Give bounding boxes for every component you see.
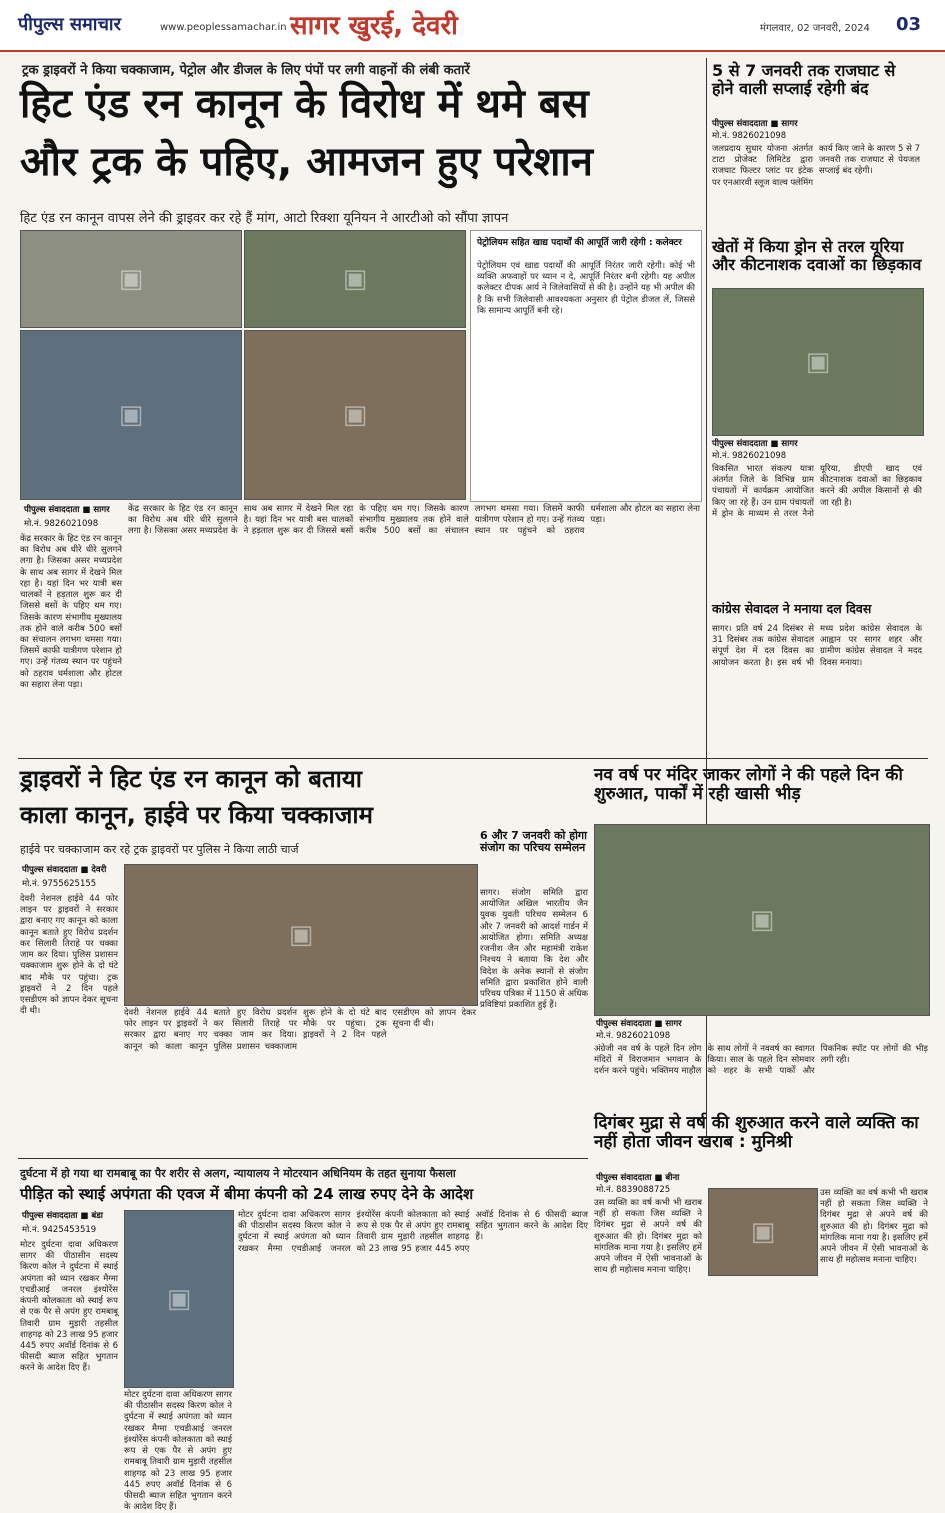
digambar-byline: पीपुल्स संवाददाता ■ बीना <box>596 1173 680 1183</box>
camera-icon: ▣ <box>342 264 368 294</box>
rajghat-byline: पीपुल्स संवाददाता ■ सागर <box>712 119 798 129</box>
drivers-headline-line-2: काला कानून, हाईवे पर किया चक्काजाम <box>20 801 373 829</box>
rajghat-mobile: मो.नं. 9826021098 <box>712 131 787 141</box>
drivers-photo <box>124 864 478 1006</box>
camera-icon: ▣ <box>750 1217 776 1247</box>
insurance-body-photo-caption: मोटर दुर्घटना दावा अधिकरण सागर की पीठासीन सदस्य किरण कोल ने दुर्घटना में स्थाई अपंगता को ध्यान रखकर मैग्मा एचडीआई जनरल इंश्योरेंस कंपनी कोलकाता को स्थाई रूप से एक पैर से अपंग हुए रामबाबू तिवारी ग्राम मुड़ारी तहसील शाहगढ़ को 23 लाख 95 हजार 445 रुपए अवॉर्ड दिनांक से 6 फीसदी ब्याज सहित भुगतान करने के आदेश दिए हैं। <box>124 1390 232 1513</box>
camera-icon: ▣ <box>288 920 314 950</box>
newyear-headline: नव वर्ष पर मंदिर जाकर लोगों ने की पहले दिन की शुरुआत, पार्कों में रही खासी भीड़ <box>594 765 903 805</box>
newyear-byline: पीपुल्स संवाददाता ■ सागर <box>596 1019 682 1029</box>
camera-icon: ▣ <box>749 905 775 935</box>
lead-headline-line-1: हिट एंड रन कानून के विरोध में थमे बस <box>20 81 589 127</box>
camera-icon: ▣ <box>118 400 144 430</box>
insurance-body-continued: मोटर दुर्घटना दावा अधिकरण सागर की पीठासीन सदस्य किरण कोल ने दुर्घटना में स्थाई अपंगता को ध्यान रखकर मैग्मा एचडीआई जनरल इंश्योरेंस कंपनी कोलकाता को स्थाई रूप से एक पैर से अपंग हुए रामबाबू तिवारी ग्राम मुड़ारी तहसील शाहगढ़ को 23 लाख 95 हजार 445 रुपए अवॉर्ड दिनांक से 6 फीसदी ब्याज सहित भुगतान करने के आदेश दिए हैं। <box>238 1210 588 1254</box>
lead-subhead: हिट एंड रन कानून वापस लेने की ड्राइवर कर रहे हैं मांग, आटो रिक्शा यूनियन ने आरटीओ को सौंपा ज्ञापन <box>20 211 509 226</box>
section-divider <box>18 1158 588 1159</box>
camera-icon: ▣ <box>342 400 368 430</box>
drone-headline: खेतों में किया ड्रोन से तरल यूरिया और कीटनाशक दवाओं का छिड़काव <box>712 237 922 274</box>
sangam-body: सागर। संजोग समिति द्वारा आयोजित अखिल भारतीय जैन युवक युवती परिचय सम्मेलन 6 और 7 जनवरी को आदर्श गार्डन में आयोजित होगा। समिति अध्यक्ष रजनीश जैन और महामंत्री राकेश निश्चय ने बताया कि देश और विदेश के अनेक स्थानों से संजोग समिति द्वारा प्रकाशित होने वाली परिचय पत्रिका में 1150 से अधिक प्रविष्टियां प्रकाशित हुई हैं। <box>480 888 588 1011</box>
edition-title: सागर खुरई, देवरी <box>290 11 458 41</box>
lead-photo-waiting-passengers <box>244 330 466 500</box>
lead-byline: पीपुल्स संवाददाता ■ सागर <box>24 505 110 515</box>
rajghat-headline: 5 से 7 जनवरी तक राजघाट से होने वाली सप्लाई रहेगी बंद <box>712 61 896 98</box>
lead-photo-petrol-queue <box>244 230 466 328</box>
website-url[interactable]: www.peoplessamachar.in <box>160 22 287 33</box>
drivers-body-continued: देवरी नेशनल हाईवे 44 फोर लाइन पर ड्राइवरों ने सरकार द्वारा बनाए गए कानून को काला कानून बताते हुए विरोध प्रदर्शन कर सिलारी तिराहे पर चक्का जाम कर दिया। पुलिस प्रशासन चक्काजाम शुरू होने के दो घंटे बाद मौके पर पहुंचा। ट्रक ड्राइवरों ने 2 दिन पहले एसडीएम को ज्ञापन देकर सूचना दी थी। <box>124 1008 476 1052</box>
camera-icon: ▣ <box>805 347 831 377</box>
lead-kicker: ट्रक ड्राइवरों ने किया चक्काजाम, पेट्रोल और डीजल के लिए पंपों पर लगी वाहनों की लंबी कतारें <box>22 63 470 78</box>
lead-body-continued: केंद्र सरकार के हिट एंड रन कानून का विरोध अब धीरे धीरे सुलगने लगा है। जिसका असर मध्यप्रदेश के साथ अब सागर में देखने मिल रहा है। यहां दिन भर यात्री बस चालकों ने हड़ताल शुरू कर दी जिससे बसों के पहिए थम गए। जिसके कारण संभागीय मुख्यालय तक होने वाले करीब 500 बसों का संचालन लगभग थमसा गया। जिसमें काफी यात्रीगण परेशान हो गए। उन्हें गंतव्य स्थान पर पहुंचने को ठहराव धर्मशाला और होटल का सहारा लेना पड़ा। <box>128 504 700 537</box>
congress-headline: कांग्रेस सेवादल ने मनाया दल दिवस <box>712 601 872 616</box>
digambar-mobile: मो.नं. 8839088725 <box>596 1185 671 1195</box>
digambar-body: उस व्यक्ति का वर्ष कभी भी खराब नहीं हो सकता जिस व्यक्ति ने दिगंबर मुद्रा से अपने वर्ष की शुरुआत की हो। दिगंबर मुद्रा को मांगलिक माना गया है। इसलिए हमें अपने जीवन में ऐसी भावनाओं के साथ ही महोत्सव मनाना चाहिए। <box>594 1198 702 1276</box>
digambar-body-continued: उस व्यक्ति का वर्ष कभी भी खराब नहीं हो सकता जिस व्यक्ति ने दिगंबर मुद्रा से अपने वर्ष की शुरुआत की हो। दिगंबर मुद्रा को मांगलिक माना गया है। इसलिए हमें अपने जीवन में ऐसी भावनाओं के साथ ही महोत्सव मनाना चाहिए। <box>820 1188 928 1266</box>
newyear-mobile: मो.नं. 9826021098 <box>596 1031 671 1041</box>
collector-box-body: पेट्रोलियम एवं खाद्य पदार्थों की आपूर्ति निरंतर जारी रहेगी। कोई भी व्यक्ति अफवाहों पर ध्यान न दे, आपूर्ति निरंतर बनी रहेगी। यह अपील कलेक्टर दीपक आर्य ने जिलेवासियों से की है। उन्होंने यह भी अपील की है कि सभी जिलेवासी आवश्यकता अनुसार ही पेट्रोल डीजल लें, जिससे कि सामान्य आपूर्ति बनी रहे। <box>477 261 695 316</box>
masthead <box>0 0 945 52</box>
drivers-subhead: हाईवे पर चक्काजाम कर रहे ट्रक ड्राइवरों पर पुलिस ने किया लाठी चार्ज <box>20 843 299 856</box>
issue-date: मंगलवार, 02 जनवरी, 2024 <box>760 23 870 34</box>
drone-body: विकसित भारत संकल्प यात्रा अंतर्गत जिले के विभिन्न ग्राम पंचायतों में कार्यक्रम आयोजित किए जा रहे हैं। उन ग्राम पंचायतों में ड्रोन के माध्यम से तरल नैनो यूरिया, डीएपी खाद एवं कीटनाशक दवाओं का छिड़काव करने की अपील किसानों से की जा रही है। <box>712 464 922 519</box>
court-building-photo <box>124 1210 234 1388</box>
drone-photo <box>712 288 924 436</box>
newyear-body: अंग्रेजी नव वर्ष के पहले दिन लोग मंदिरों में विराजमान भगवान के दर्शन करने पहुंचे। भक्तिमय माहौल के साथ लोगों ने नववर्ष का स्वागत किया। साल के पहले दिन सोमवार को शहर के सभी पार्कों और पिकनिक स्पॉट पर लोगों की भीड़ लगी रही। <box>594 1044 928 1077</box>
camera-icon: ▣ <box>166 1284 192 1314</box>
lead-headline-line-2: और ट्रक के पहिए, आमजन हुए परेशान <box>20 139 593 185</box>
digambar-headline: दिगंबर मुद्रा से वर्ष की शुरुआत करने वाले व्यक्ति का नहीं होता जीवन खराब : मुनिश्री <box>594 1113 919 1153</box>
insurance-byline: पीपुल्स संवाददाता ■ बंडा <box>22 1211 103 1221</box>
section-divider <box>18 758 928 759</box>
page-number: 03 <box>896 14 922 35</box>
collector-box-title: पेट्रोलियम सहित खाद्य पदार्थों की आपूर्ति जारी रहेगी : कलेक्टर <box>477 238 682 248</box>
insurance-kicker: दुर्घटना में हो गया था रामबाबू का पैर शरीर से अलग, न्यायालय ने मोटरयान अधिनियम के तहत सुनाया फैसला <box>20 1167 456 1180</box>
lead-photo-buses <box>20 230 242 328</box>
collector-box <box>470 230 702 502</box>
newyear-park-photo <box>594 824 930 1016</box>
drone-byline: पीपुल्स संवाददाता ■ सागर <box>712 439 798 449</box>
drivers-headline-line-1: ड्राइवरों ने हिट एंड रन कानून को बताया <box>20 765 362 793</box>
lead-photo-bus-stand <box>20 330 242 500</box>
lead-body-text: केंद्र सरकार के हिट एंड रन कानून का विरोध अब धीरे धीरे सुलगने लगा है। जिसका असर मध्यप्रदेश के साथ अब सागर में देखने मिल रहा है। यहां दिन भर यात्री बस चालकों ने हड़ताल शुरू कर दी जिससे बसों के पहिए थम गए। जिसके कारण संभागीय मुख्यालय तक होने वाले करीब 500 बसों का संचालन लगभग थमसा गया। जिसमें काफी यात्रीगण परेशान हो गए। उन्हें गंतव्य स्थान पर पहुंचने को ठहराव धर्मशाला और होटल का सहारा लेना पड़ा। <box>20 534 122 690</box>
insurance-headline: पीड़ित को स्थाई अपंगता की एवज में बीमा कंपनी को 24 लाख रुपए देने के आदेश <box>20 1185 474 1203</box>
insurance-mobile: मो.नं. 9425453519 <box>22 1225 97 1235</box>
lead-mobile: मो.नं. 9826021098 <box>24 519 99 529</box>
drone-mobile: मो.नं. 9826021098 <box>712 451 787 461</box>
newspaper-logo: पीपुल्स समाचार <box>18 14 121 35</box>
munishri-photo <box>708 1188 818 1276</box>
insurance-body: मोटर दुर्घटना दावा अधिकरण सागर की पीठासीन सदस्य किरण कोल ने दुर्घटना में स्थाई अपंगता को ध्यान रखकर मैग्मा एचडीआई जनरल इंश्योरेंस कंपनी कोलकाता को स्थाई रूप से एक पैर से अपंग हुए रामबाबू तिवारी ग्राम मुड़ारी तहसील शाहगढ़ को 23 लाख 95 हजार 445 रुपए अवॉर्ड दिनांक से 6 फीसदी ब्याज सहित भुगतान करने के आदेश दिए हैं। <box>20 1240 118 1374</box>
camera-icon: ▣ <box>118 264 144 294</box>
congress-body: सागर। प्रति वर्ष 24 दिसंबर से 31 दिसंबर तक कांग्रेस सेवादल संपूर्ण देश में दल दिवस का आयोजन करता है। इस वर्ष भी मध्य प्रदेश कांग्रेस सेवादल के आह्वान पर सागर शहर और ग्रामीण कांग्रेस सेवादल ने मदद दिवस मनाया। <box>712 624 922 668</box>
drivers-mobile: मो.नं. 9755625155 <box>22 879 97 889</box>
rajghat-body: जलप्रदाय सुधार योजना अंतर्गत टाटा प्रोजेक्ट लिमिटेड द्वारा राजघाट फिल्टर प्लांट पर इंटेक पर एनआरवी स्लूज वाल्व फ्लेमिंग कार्य किए जाने के कारण 5 से 7 जनवरी तक राजघाट से पेयजल सप्लाई बंद रहेगी। <box>712 144 920 188</box>
drivers-byline: पीपुल्स संवाददाता ■ देवरी <box>22 865 107 875</box>
sangam-headline: 6 और 7 जनवरी को होगा संजोग का परिचय सम्मेलन <box>480 829 587 855</box>
drivers-body: देवरी नेशनल हाईवे 44 फोर लाइन पर ड्राइवरों ने सरकार द्वारा बनाए गए कानून को काला कानून बताते हुए विरोध प्रदर्शन कर सिलारी तिराहे पर चक्का जाम कर दिया। पुलिस प्रशासन चक्काजाम शुरू होने के दो घंटे बाद मौके पर पहुंचा। ट्रक ड्राइवरों ने 2 दिन पहले एसडीएम को ज्ञापन देकर सूचना दी थी। <box>20 894 118 1017</box>
